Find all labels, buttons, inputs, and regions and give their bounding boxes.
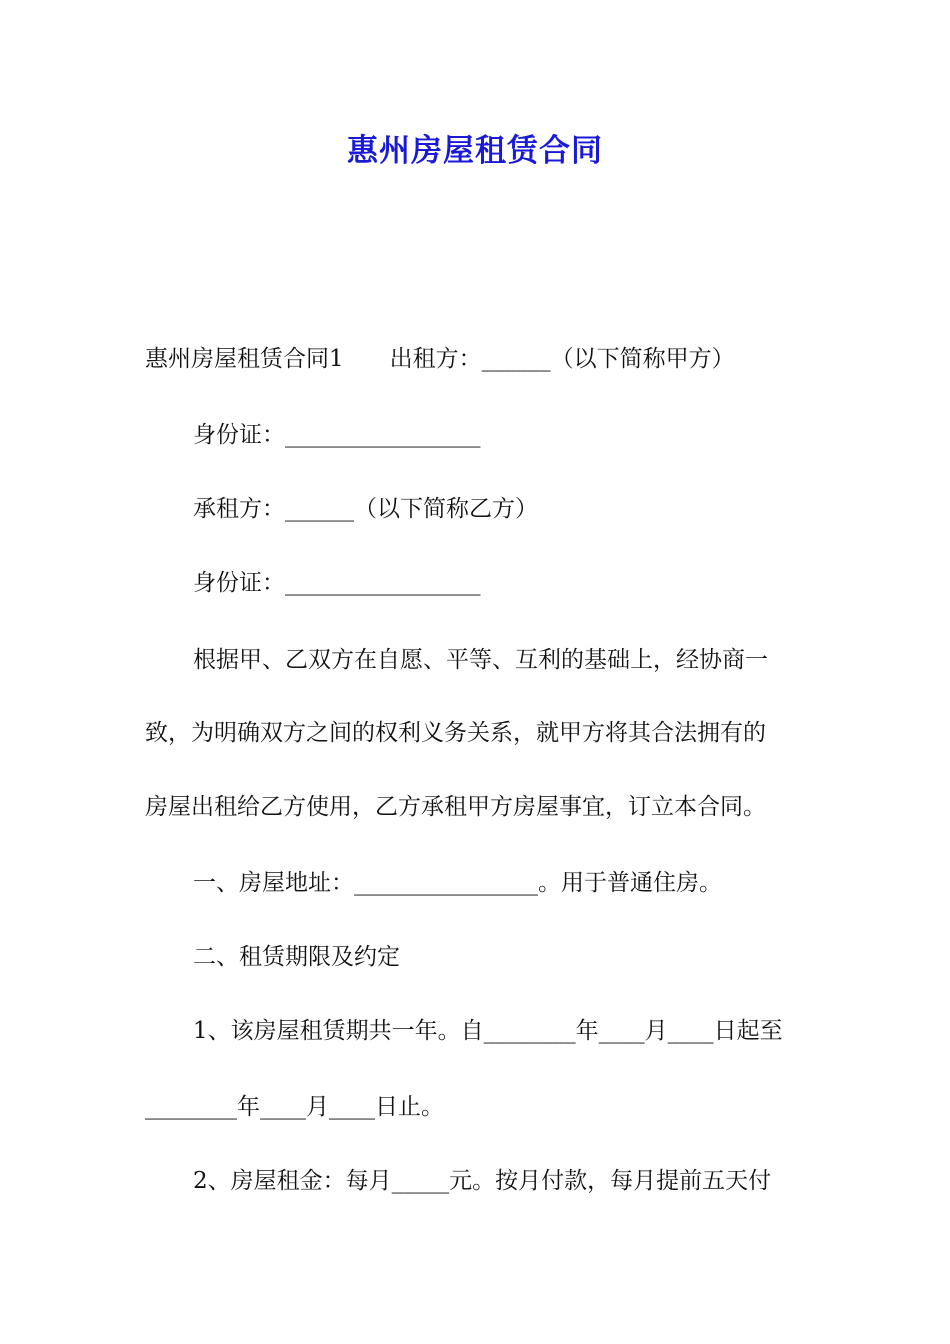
lessor-id-line: 身份证：_________________ [193,422,481,448]
clause-2-2-rent-line: 2、房屋租金：每月_____元。按月付款，每月提前五天付 [193,1168,772,1194]
preamble-line-3: 房屋出租给乙方使用，乙方承租甲方房屋事宜，订立本合同。 [145,794,766,820]
clause-1-address: 一、房屋地址：________________。用于普通住房。 [193,870,722,896]
preamble-line-2: 致，为明确双方之间的权利义务关系，就甲方将其合法拥有的 [145,720,766,746]
document-title: 惠州房屋租赁合同 [347,133,603,169]
clause-2-heading: 二、租赁期限及约定 [193,944,400,970]
lessee-line: 承租方：______（以下简称乙方） [193,496,538,522]
clause-2-1-term-line-1: 1、该房屋租赁期共一年。自________年____月____日起至 [193,1018,783,1044]
contract-heading-lessor-line: 惠州房屋租赁合同1 出租方：______（以下简称甲方） [145,346,735,372]
preamble-line-1: 根据甲、乙双方在自愿、平等、互利的基础上，经协商一 [193,647,768,673]
lessee-id-line: 身份证：_________________ [193,570,481,596]
clause-2-1-term-line-2: ________年____月____日止。 [145,1094,444,1120]
